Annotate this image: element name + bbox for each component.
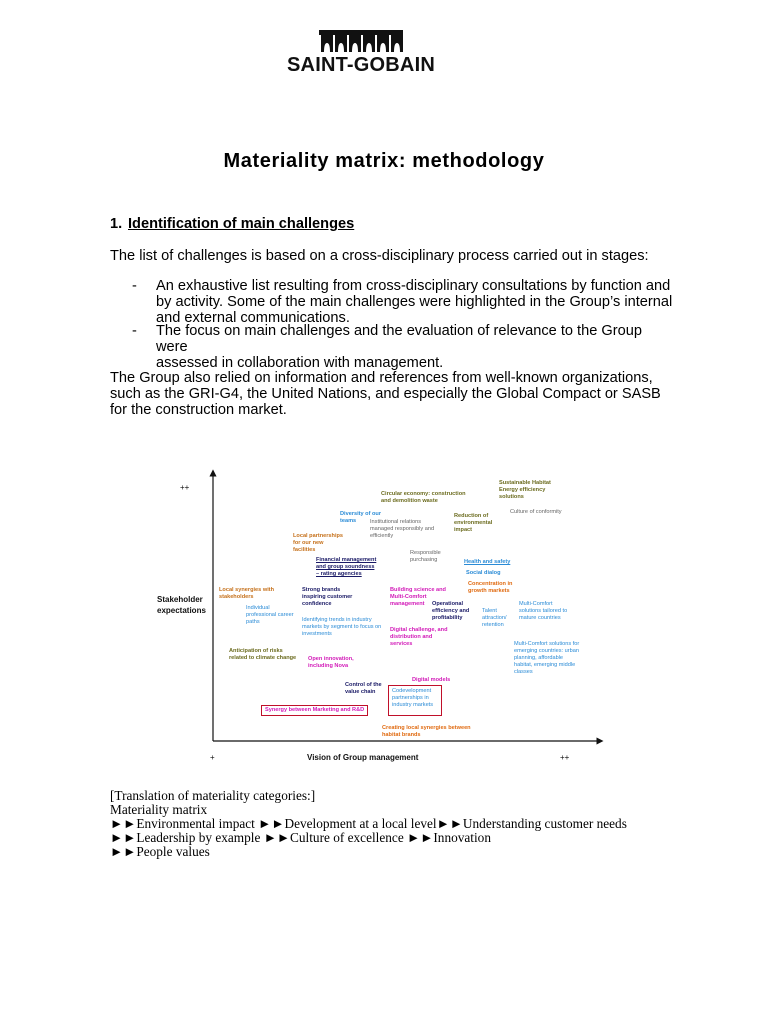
references-paragraph bbox=[110, 370, 670, 418]
materiality-matrix bbox=[150, 465, 610, 775]
matrix-item-digital-challenge: Digital challenge, and distribution and services bbox=[390, 627, 448, 647]
bullet-dash: - bbox=[132, 323, 137, 339]
matrix-item-operational-efficiency: Operational efficiency and profitability bbox=[432, 601, 470, 621]
section-number: 1. bbox=[110, 216, 123, 232]
x-axis-label: Vision of Group management bbox=[307, 753, 419, 762]
matrix-item-control-value-chain: Control of the value chain bbox=[345, 682, 382, 695]
matrix-item-diversity: Diversity of our teams bbox=[340, 511, 382, 524]
translation-line: ►►People values bbox=[110, 844, 210, 859]
matrix-item-strong-brands: Strong brands inspiring customer confidence bbox=[302, 587, 353, 607]
matrix-item-synergy-marketing: Synergy between Marketing and R&D bbox=[261, 705, 368, 716]
intro-text: The list of challenges is based on a cross-disciplinary process carried out in stages: bbox=[110, 248, 649, 264]
y-axis-label bbox=[157, 594, 206, 616]
matrix-item-responsible-purchasing: Responsible purchasing bbox=[410, 550, 441, 563]
y-axis-label-line: expectations bbox=[157, 606, 206, 615]
matrix-item-local-synergies: Local synergies with stakeholders bbox=[219, 587, 275, 600]
page-title: Materiality matrix: methodology bbox=[223, 150, 545, 172]
matrix-item-local-partnerships: Local partnerships for our new facilities bbox=[293, 533, 344, 553]
matrix-item-career-paths: Individual professional career paths bbox=[246, 605, 294, 625]
matrix-item-multi-comfort-mature: Multi-Comfort solutions tailored to mature countries bbox=[519, 601, 568, 621]
matrix-item-codevelopment: Codevelopment partnerships in industry markets bbox=[388, 685, 442, 716]
logo-arches-icon bbox=[319, 30, 403, 52]
matrix-item-circular-economy: Circular economy: construction and demolition waste bbox=[381, 491, 466, 504]
matrix-item-digital-models: Digital models bbox=[412, 677, 451, 683]
matrix-item-health-safety: Health and safety bbox=[464, 559, 511, 565]
bullet-line: and external communications. bbox=[156, 310, 350, 326]
x-axis-right-mark: ++ bbox=[560, 753, 570, 762]
x-axis-left-mark: + bbox=[210, 753, 215, 762]
section-heading: Identification of main challenges bbox=[128, 216, 355, 232]
bullet-line: by activity. Some of the main challenges were highlighted in the Group’s internal bbox=[156, 294, 673, 310]
bullet-line: assessed in collaboration with management. bbox=[156, 355, 444, 371]
matrix-item-building-science: Building science and Multi-Comfort management bbox=[390, 587, 446, 607]
matrix-item-talent: Talent attraction/ retention bbox=[482, 608, 507, 628]
matrix-item-financial-management: Financial management and group soundness – rating agencies bbox=[316, 557, 377, 577]
paragraph-line: The Group also relied on information and references from well-known organizations, bbox=[110, 370, 653, 386]
y-axis-top-mark: ++ bbox=[180, 483, 190, 492]
bullet-dash: - bbox=[132, 278, 137, 294]
paragraph-line: for the construction market. bbox=[110, 402, 287, 418]
bullet-item bbox=[156, 278, 676, 326]
paragraph-line: such as the GRI-G4, the United Nations, and especially the Global Compact or SASB bbox=[110, 386, 661, 402]
translation-line: ►►Environmental impact ►►Development at a local level►►Understanding customer needs bbox=[110, 816, 627, 831]
matrix-item-multi-comfort-emerging: Multi-Comfort solutions for emerging countries: urban planning, affordable habitat, emerging middle classes bbox=[514, 641, 580, 675]
translation-header: [Translation of materiality categories:] bbox=[110, 788, 316, 803]
matrix-item-open-innovation: Open innovation, including Nova bbox=[308, 656, 354, 669]
bullet-line: The focus on main challenges and the evaluation of relevance to the Group were bbox=[156, 323, 642, 355]
matrix-item-identifying-trends: Identifying trends in industry markets by segment to focus on investments bbox=[302, 617, 382, 637]
matrix-item-culture-conformity: Culture of conformity bbox=[510, 509, 562, 515]
matrix-item-sustainable-habitat: Sustainable Habitat Energy efficiency solutions bbox=[499, 480, 551, 500]
matrix-item-institutional-relations: Institutional relations managed responsibly and efficiently bbox=[370, 519, 435, 539]
bullet-line: An exhaustive list resulting from cross-disciplinary consultations by function and bbox=[156, 278, 671, 294]
logo-wordmark: SAINT-GOBAIN bbox=[287, 54, 435, 76]
matrix-item-social-dialog: Social dialog bbox=[466, 570, 501, 576]
saint-gobain-logo bbox=[285, 30, 437, 78]
translation-line: ►►Leadership by example ►►Culture of excellence ►►Innovation bbox=[110, 830, 491, 845]
matrix-item-concentration-growth: Concentration in growth markets bbox=[468, 581, 513, 594]
matrix-item-reduction-impact: Reduction of environmental impact bbox=[454, 513, 493, 533]
bullet-item bbox=[156, 323, 676, 371]
translation-subheader: Materiality matrix bbox=[110, 802, 208, 817]
matrix-item-anticipation-risks: Anticipation of risks related to climate change bbox=[229, 648, 297, 661]
y-axis-label-line: Stakeholder bbox=[157, 595, 203, 604]
matrix-item-creating-local-synergies: Creating local synergies between habitat brands bbox=[382, 725, 471, 738]
